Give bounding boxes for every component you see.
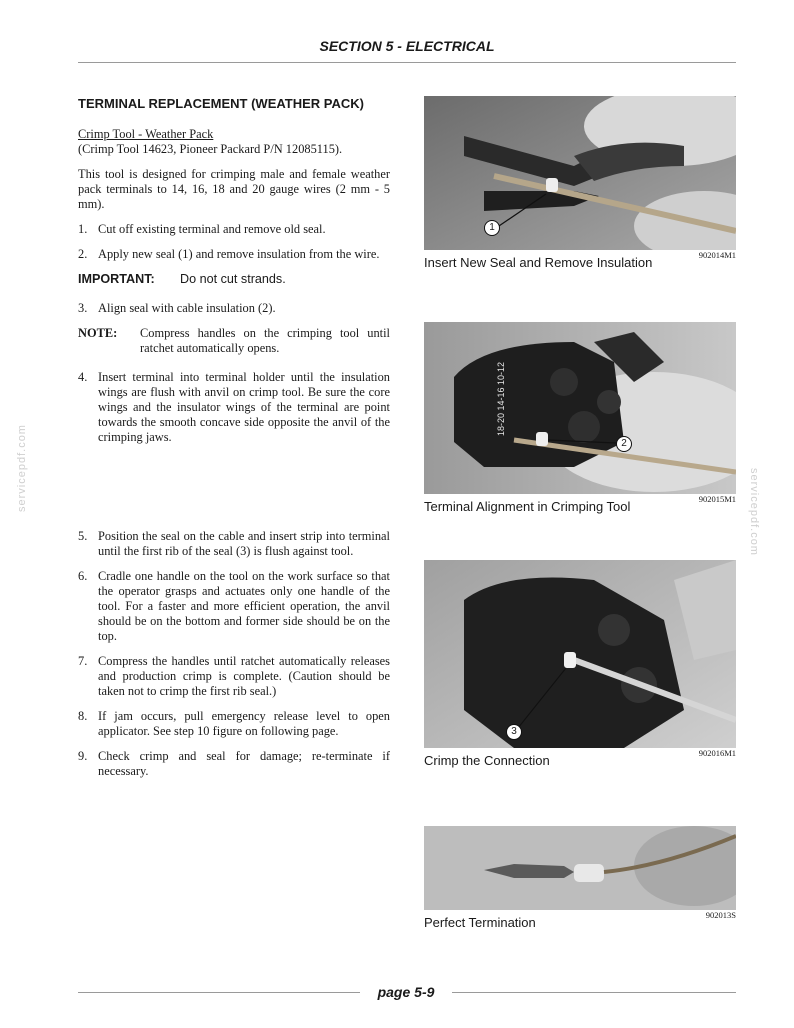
step-number: 4. [78,370,88,384]
figure-caption-row [424,748,736,770]
step-number: 2. [78,247,88,261]
callout-1: 1 [484,220,500,236]
photo-insert-seal [424,96,736,250]
list-item [78,301,390,316]
step-number: 7. [78,654,88,668]
step-text: Check crimp and seal for damage; re-terminate if necessary. [98,749,390,778]
figure-id: 902014M1 [698,250,736,260]
footer-rule-right [452,992,736,993]
spacer [78,455,390,529]
section-header: SECTION 5 - ELECTRICAL [319,38,495,54]
crimp-tool-illustration [424,96,736,250]
header-rule [78,62,736,63]
step-text: Compress the handles until ratchet automatically releases and production crimp is complete. (Caution should be taken not to crimp the first rib seal.) [98,654,390,698]
step-number: 3. [78,301,88,315]
crimp-tool-illustration [424,560,736,748]
figure-caption-row [424,494,736,516]
list-item [78,709,390,739]
important-label: IMPORTANT: [78,272,155,286]
list-item [78,749,390,779]
figure-crimp-connection [424,560,736,770]
figure-caption: Perfect Termination [424,915,536,930]
step-text: Cut off existing terminal and remove old seal. [98,222,326,236]
important-notice [78,272,390,287]
gauge-markings: 18-20 14-16 10-12 [496,361,507,437]
tool-heading: Crimp Tool - Weather Pack [78,127,214,141]
step-text: Cradle one handle on the tool on the work surface so that the operator grasps and actuates only one handle of the tool. For a faster and more efficient operation, the anvil should be on the bottom and former side should be on the top. [98,569,390,643]
tool-description [78,127,390,157]
list-item [78,222,390,237]
figure-caption: Crimp the Connection [424,753,550,768]
note-text: Compress handles on the crimping tool until ratchet automatically opens. [140,326,390,355]
note [78,326,390,356]
tool-reference: (Crimp Tool 14623, Pioneer Packard P/N 12085115). [78,142,343,156]
figure-id: 902015M1 [698,494,736,504]
figure-caption-row [424,250,736,272]
step-text: Align seal with cable insulation (2). [98,301,276,315]
figure-caption: Terminal Alignment in Crimping Tool [424,499,631,514]
important-text: Do not cut strands. [180,272,286,286]
figure-insert-seal [424,96,736,272]
watermark-left: servicepdf.com [16,424,28,512]
step-text: Insert terminal into terminal holder until the insulation wings are flush with anvil on crimp tool. Be sure the core wings and the insulator wings of the terminal are point towards the smooth concave side opposite the anvil of the crimping jaws. [98,370,390,444]
figure-caption-row [424,910,736,932]
watermark-right: servicepdf.com [748,468,760,556]
figure-id: 902013S [705,910,736,920]
photo-crimp-connection [424,560,736,748]
note-label: NOTE: [78,326,118,340]
step-text: Position the seal on the cable and insert strip into terminal until the first rib of the seal (3) is flush against tool. [98,529,390,558]
step-number: 9. [78,749,88,763]
instruction-column [78,92,390,789]
step-text: Apply new seal (1) and remove insulation from the wire. [98,247,380,261]
footer-rule-left [78,992,360,993]
list-item [78,569,390,644]
list-item [78,529,390,559]
figure-terminal-alignment [424,322,736,516]
page-number: page 5-9 [377,984,435,1000]
list-item [78,247,390,262]
list-item [78,370,390,445]
figure-id: 902016M1 [698,748,736,758]
step-number: 6. [78,569,88,583]
crimp-tool-illustration [424,322,736,494]
figure-perfect-termination [424,826,736,932]
photo-terminal-alignment [424,322,736,494]
figure-caption: Insert New Seal and Remove Insulation [424,255,653,270]
callout-3: 3 [506,724,522,740]
terminal-illustration [424,826,736,910]
step-number: 1. [78,222,88,236]
photo-perfect-termination [424,826,736,910]
callout-2: 2 [616,436,632,452]
step-text: If jam occurs, pull emergency release level to open applicator. See step 10 figure on following page. [98,709,390,738]
intro-paragraph: This tool is designed for crimping male and female weather pack terminals to 14, 16, 18 and 20 gauge wires (2 mm - 5 mm). [78,167,390,211]
step-number: 8. [78,709,88,723]
section-title: TERMINAL REPLACEMENT (WEATHER PACK) [78,96,364,111]
list-item [78,654,390,699]
step-number: 5. [78,529,88,543]
